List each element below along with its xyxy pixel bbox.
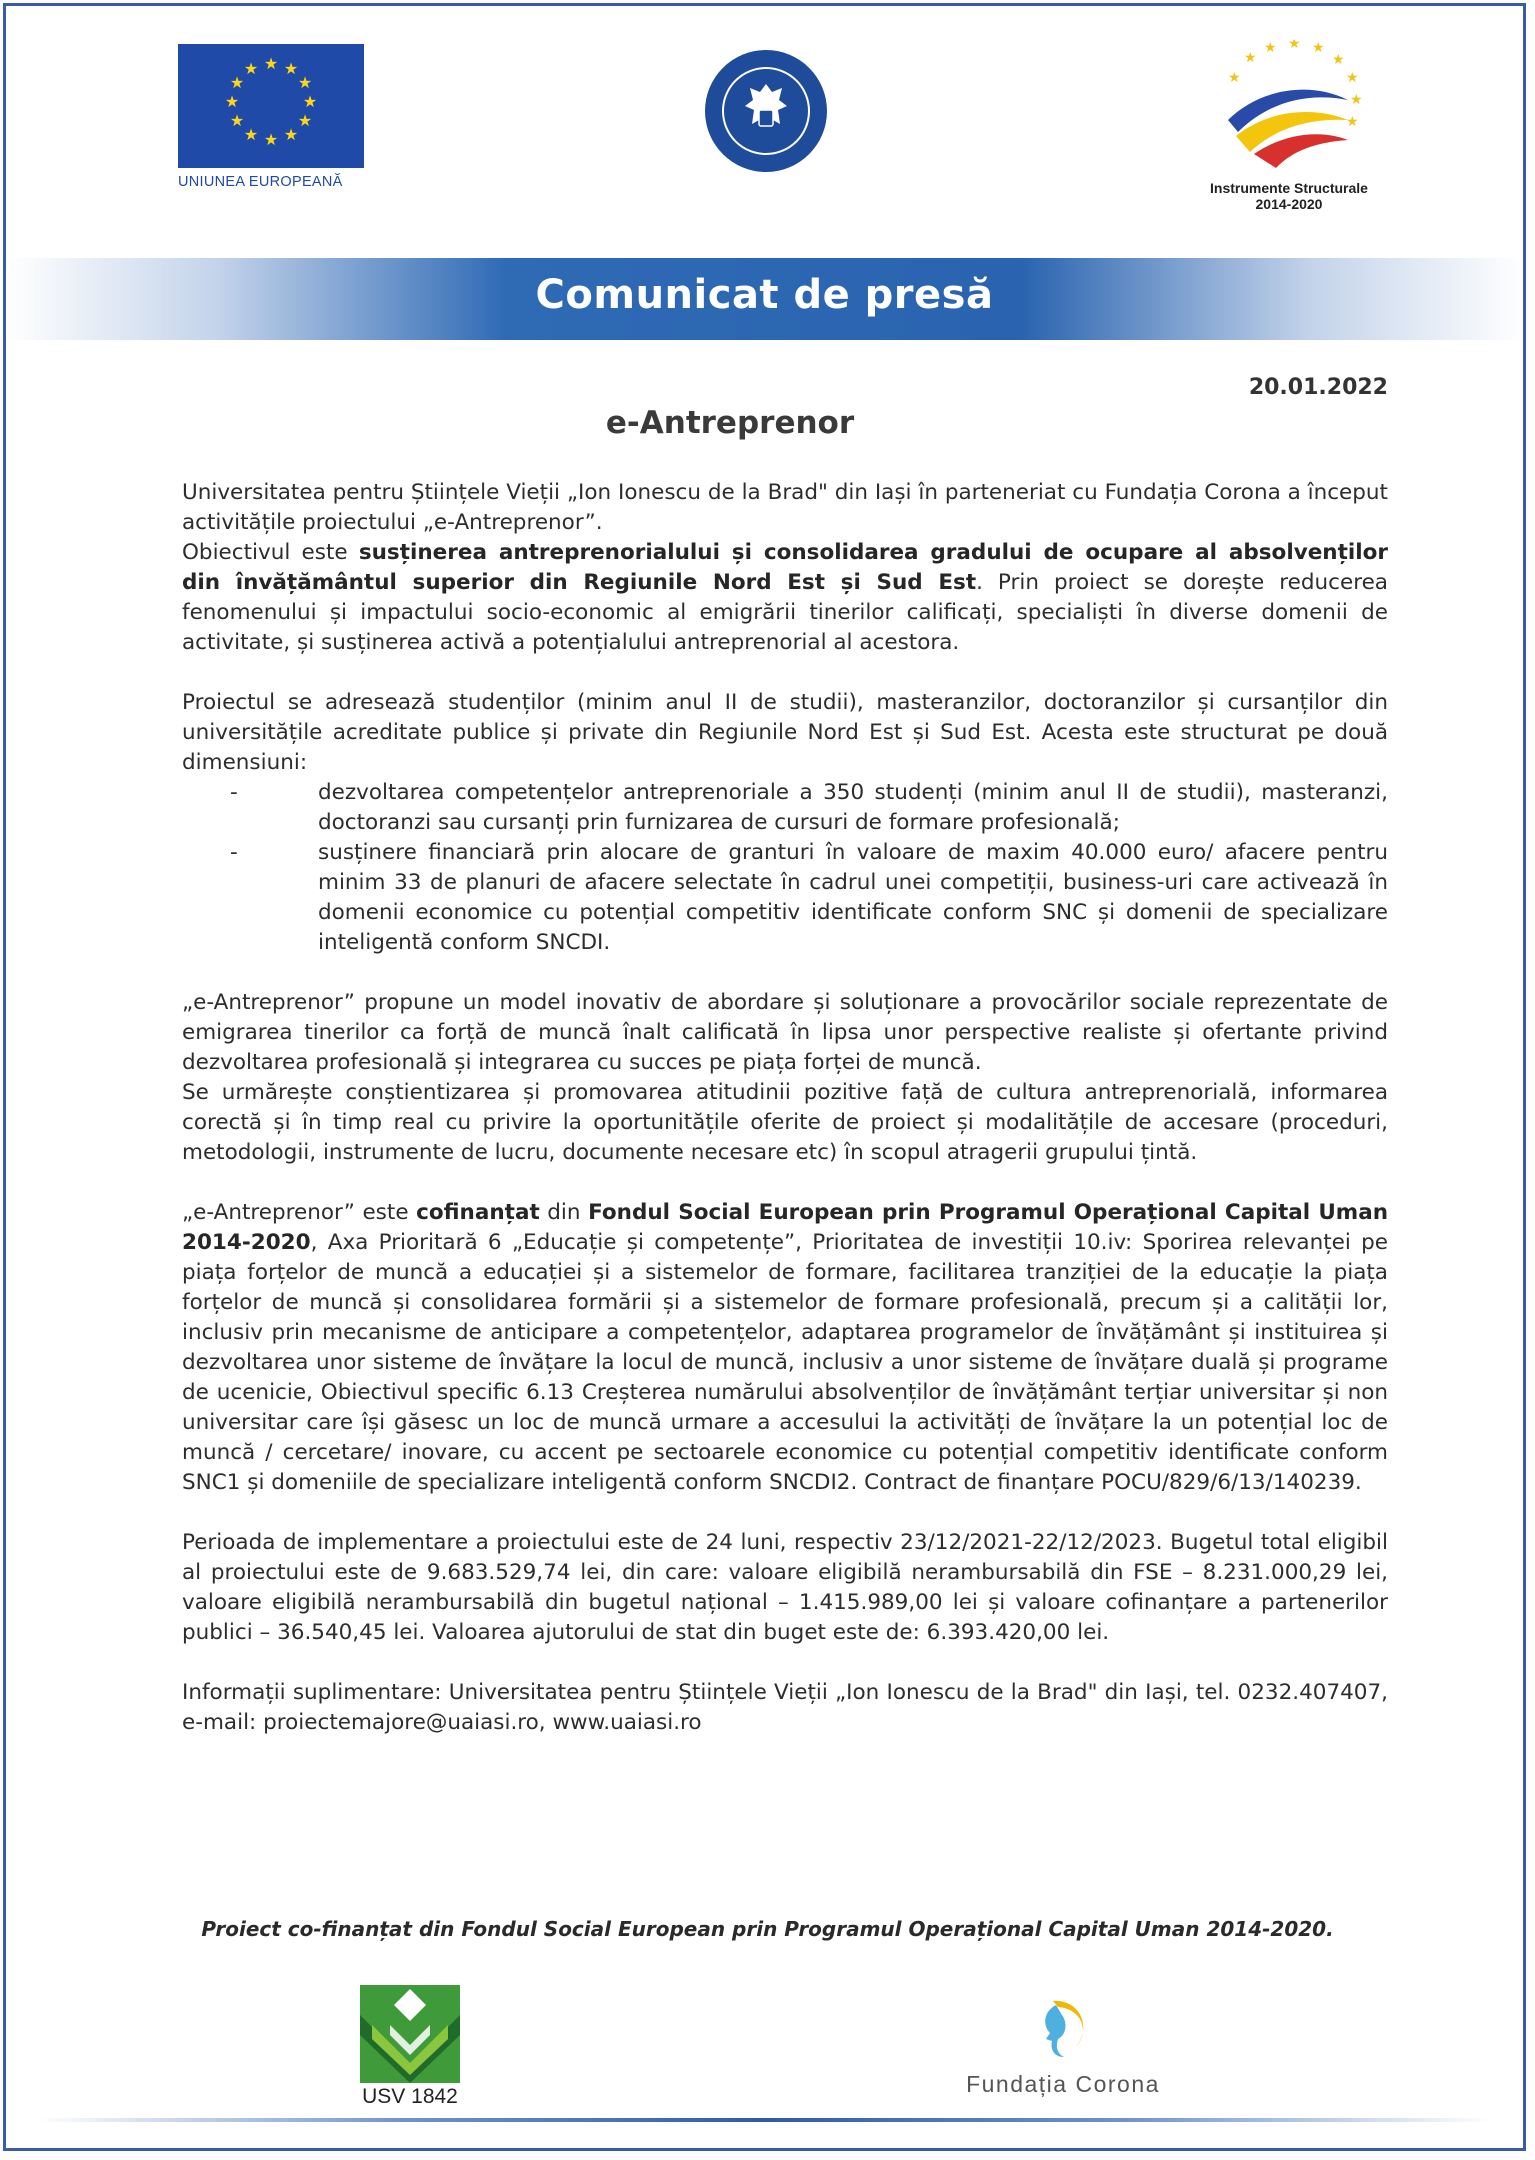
svg-text:★: ★ xyxy=(283,59,299,78)
bottom-divider xyxy=(40,2118,1490,2122)
bullet-competencies: dezvoltarea competențelor antreprenoriale a 350 studenți (minim anul II de studii), masteranzi, doctoranzi sau cursanți prin furnizarea de cursuri de formare profesională; xyxy=(318,780,1388,835)
eu-label: UNIUNEA EUROPEANĂ xyxy=(178,174,343,190)
svg-text:★: ★ xyxy=(263,54,279,73)
funding-cofinanced: cofinanțat xyxy=(416,1200,540,1225)
svg-text:★: ★ xyxy=(243,125,259,144)
svg-text:★: ★ xyxy=(263,130,279,149)
list-item xyxy=(182,778,1388,838)
paragraph-awareness: Se urmărește conștientizarea și promovarea atitudinii pozitive față de cultura antreprenorială, informarea corectă și în timp real cu privire la oportunitățile oferite de proiect și modalitățile de accesare (proceduri, metodologii, instrumente de lucru, documente necesare etc) în scopul atragerii grupului țintă. xyxy=(182,1080,1388,1165)
romanian-government-seal-icon xyxy=(703,48,829,174)
svg-text:★: ★ xyxy=(1288,40,1301,52)
paragraph-contact: Informații suplimentare: Universitatea pentru Științele Vieții „Ion Ionescu de la Brad" din Iași, tel. 0232.407407, e-mail: proiectemajore@uaiasi.ro, www.uaiasi.ro xyxy=(182,1680,1388,1735)
svg-text:★: ★ xyxy=(1312,40,1325,56)
paragraph-funding xyxy=(182,1198,1388,1498)
bullet-dash: - xyxy=(230,840,238,865)
svg-text:★: ★ xyxy=(243,59,259,78)
paragraph-objective xyxy=(182,538,1388,658)
paragraph-target-group: Proiectul se adresează studenților (minim anul II de studii), masteranzilor, doctoranzilor și cursanților din universitățile acreditate publice și private din Regiunile Nord Est și Sud Est. Acesta este structurat pe două dimensiuni: xyxy=(182,690,1388,775)
structural-instruments-icon xyxy=(1198,40,1380,178)
svg-text:★: ★ xyxy=(1244,50,1257,66)
objective-highlight: susținerea antreprenorialului și consolidarea gradului de ocupare al absolvenților din învățământul superior din Regiunile Nord Est și Sud Est xyxy=(182,540,1388,595)
bullet-financial-support: susținere financiară prin alocare de granturi în valoare de maxim 40.000 euro/ afacere pentru minim 33 de planuri de afacere selectate în cadrul unei competiții, business-uri care activează în domenii economice cu potențial competitiv identificate conform SNC și domenii de specializare inteligentă conform SNCDI. xyxy=(318,840,1388,955)
svg-text:★: ★ xyxy=(1264,40,1277,56)
svg-text:★: ★ xyxy=(302,92,318,111)
objective-detail: . Prin proiect se dorește reducerea fenomenului și impactului socio-economic al emigrării tinerilor calificați, specialiști în diverse domenii de activitate, și susținerea activă a potențialului antreprenorial al acestora. xyxy=(182,570,1388,655)
bullet-dash: - xyxy=(230,780,238,805)
footer-cofinancing-note: Proiect co-finanțat din Fondul Social European prin Programul Operațional Capital Uman 2014-2020. xyxy=(201,1917,1334,1941)
document-title: e-Antreprenor xyxy=(605,405,855,441)
objective-lead: Obiectivul este xyxy=(182,540,359,565)
funding-from: din xyxy=(539,1200,589,1225)
corona-face-icon xyxy=(958,1995,1168,2067)
release-date: 20.01.2022 xyxy=(1248,375,1388,400)
structural-instruments-label xyxy=(1198,180,1380,212)
usv-logo xyxy=(360,1985,460,2115)
paragraph-budget: Perioada de implementare a proiectului este de 24 luni, respectiv 23/12/2021-22/12/2023. Bugetul total eligibil al proiectului este de 9.683.529,74 lei, din care: valoare eligibilă nerambursabilă din FSE – 8.231.000,29 lei, valoare eligibilă nerambursabilă din bugetul național – 1.415.989,00 lei și valoare cofinanțare a partenerilor publici – 36.540,45 lei. Valoarea ajutorului de stat din buget este de: 6.393.420,00 lei. xyxy=(182,1530,1388,1645)
svg-text:★: ★ xyxy=(229,73,245,92)
svg-text:★: ★ xyxy=(283,125,299,144)
structural-instruments-logo xyxy=(1198,40,1380,220)
list-item xyxy=(182,838,1388,958)
funding-program: Fondul Social European prin Programul Operațional Capital Uman 2014-2020 xyxy=(182,1200,1389,1255)
is-label-line2: 2014-2020 xyxy=(1255,196,1323,212)
svg-text:★: ★ xyxy=(1346,114,1359,130)
press-release-banner xyxy=(6,258,1523,340)
svg-text:★: ★ xyxy=(229,111,245,130)
svg-text:★: ★ xyxy=(1350,92,1363,108)
corona-label: Fundația Corona xyxy=(966,2071,1160,2097)
svg-text:★: ★ xyxy=(224,92,240,111)
paragraph-model: „e-Antreprenor” propune un model inovativ de abordare și soluționare a provocărilor sociale reprezentate de emigrarea tinerilor ca forță de muncă înalt calificată în lipsa unor perspective realiste și ofertante privind dezvoltarea profesională și integrarea cu succes pe piața forței de muncă. xyxy=(182,990,1388,1075)
banner-title: Comunicat de presă xyxy=(535,272,994,318)
paragraph-intro: Universitatea pentru Științele Vieții „Ion Ionescu de la Brad" din Iași în parteneriat cu Fundația Corona a început activitățile proiectului „e-Antreprenor”. xyxy=(182,480,1388,535)
usv-label: USV 1842 xyxy=(362,2085,458,2108)
press-release-body xyxy=(182,478,1388,1738)
svg-text:★: ★ xyxy=(1346,70,1359,86)
svg-text:★: ★ xyxy=(297,111,313,130)
funding-detail: , Axa Prioritară 6 „Educație și competențe”, Prioritatea de investiții 10.iv: Sporirea relevanței pe piața forțelor de muncă a educației și a sistemelor de formare, facilitarea tranziției de la educație la piața forțelor de muncă și consolidarea formării și a sistemelor de formare profesională, precum și a calității lor, inclusiv prin mecanisme de anticipare a competențelor, adaptarea programelor de învățământ și instituirea și dezvoltarea unor sisteme de învățare la locul de muncă, inclusiv a unor sisteme de învățare duală și programe de ucenicie, Obiectivul specific 6.13 Creșterea numărului absolvenților de învățământ terțiar universitar și non universitar care își găsesc un loc de muncă urmare a accesului la activități de învățare la un potențial loc de muncă / cercetare/ inovare, cu accent pe sectoarele economice cu potențial competitiv identificate conform SNC1 și domeniile de specializare inteligentă conform SNCDI2. Contract de finanțare POCU/829/6/13/140239. xyxy=(182,1230,1388,1495)
eu-logo xyxy=(178,44,364,194)
usv-emblem-icon xyxy=(360,1985,460,2083)
eu-flag-icon xyxy=(178,44,364,168)
corona-foundation-logo xyxy=(958,1995,1168,2110)
is-label-line1: Instrumente Structurale xyxy=(1210,180,1368,196)
svg-text:★: ★ xyxy=(1228,70,1241,86)
svg-text:★: ★ xyxy=(297,73,313,92)
funding-lead: „e-Antreprenor” este xyxy=(182,1200,417,1225)
svg-text:★: ★ xyxy=(1332,52,1345,68)
